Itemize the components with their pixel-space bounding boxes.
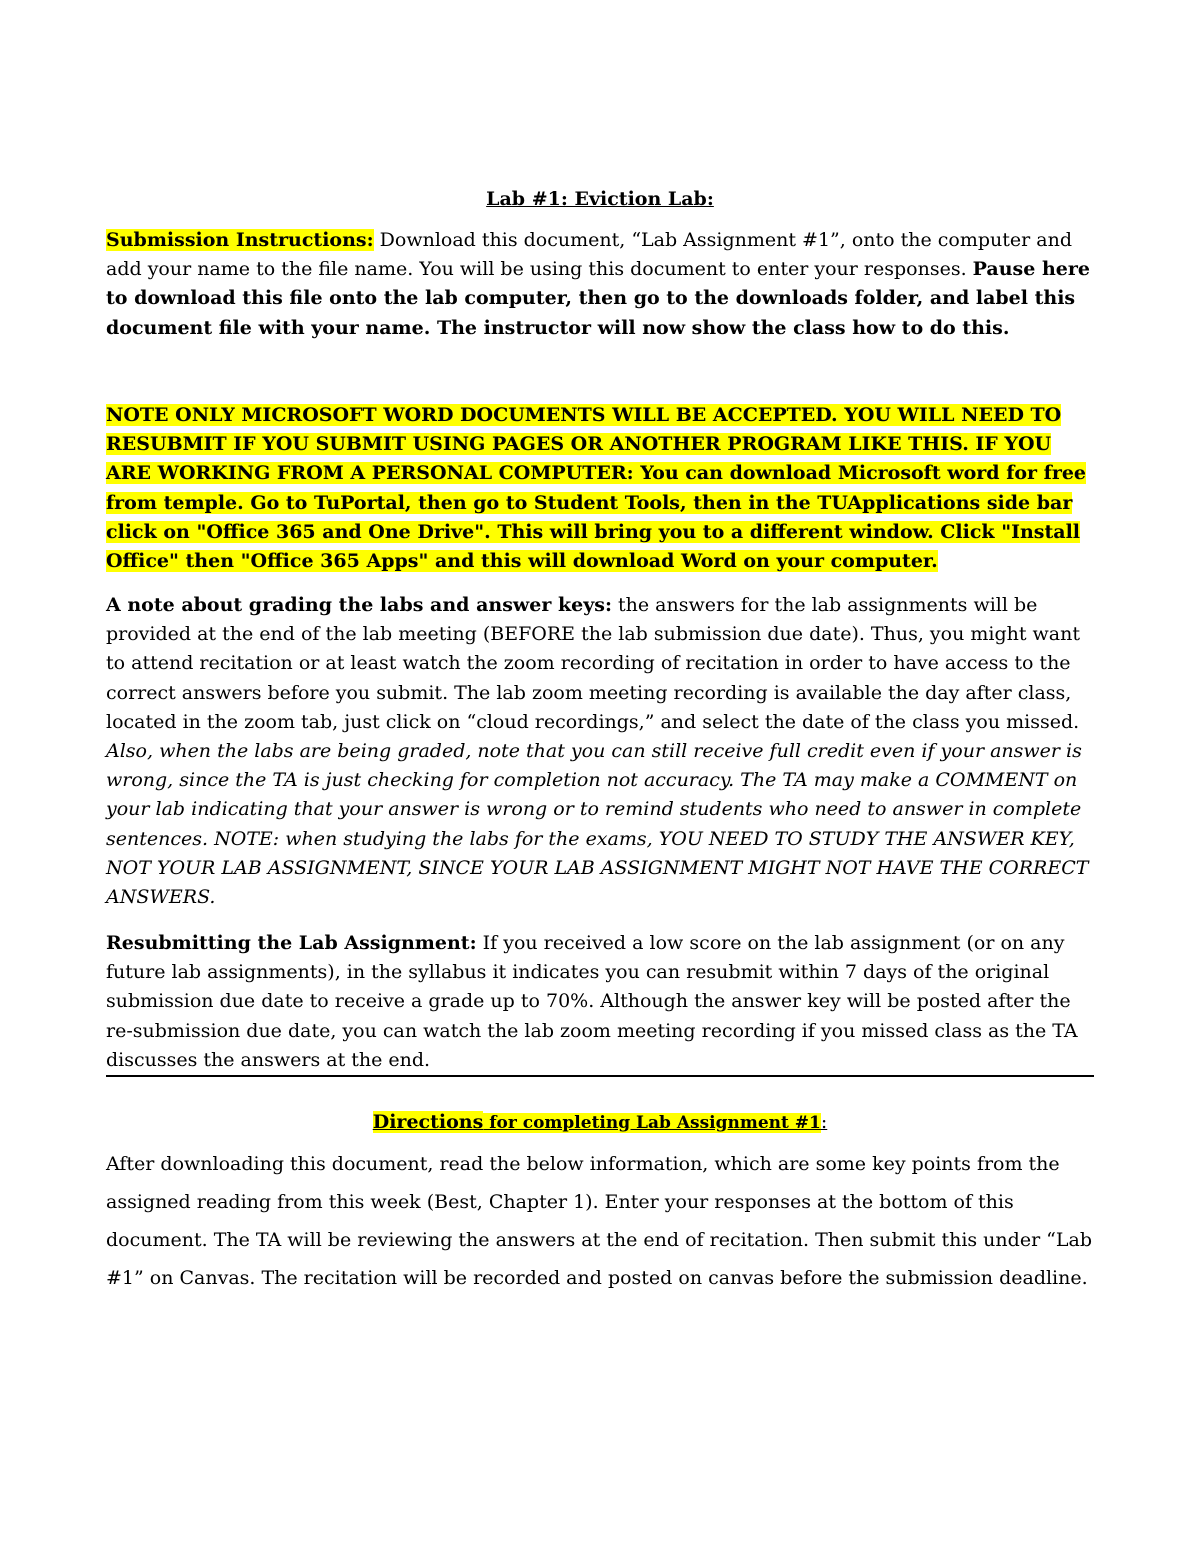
directions-heading-part2: for completing Lab Assignment #1 [483,1113,821,1133]
resubmitting-text: If you received a low score on the lab assignment (or on any future lab assignments), in the syllabus it indicates you can resubmit within 7 days of the original submission due date to receive a grade up to 70%. Although the answer key will be posted after the re-submission due date, you can watch the lab zoom meeting recording if you missed class as the TA discusses the answers at the end. [106,932,1078,1071]
submission-instructions-paragraph [106,226,1094,343]
grading-note-italic-text: Also, when the labs are being graded, note that you can still receive full credit even if your answer is wrong, since the TA is just checking for completion not accuracy. The TA may make a COMMENT on your lab indicating that your answer is wrong or to remind students who need to answer in complete sentences. NOTE: when studying the labs for the exams, YOU NEED TO STUDY THE ANSWER KEY, NOT YOUR LAB ASSIGNMENT, SINCE YOUR LAB ASSIGNMENT MIGHT NOT HAVE THE CORRECT ANSWERS. [106,740,1089,909]
grading-note-text: the answers for the lab assignments will be provided at the end of the lab meeting (BEFORE the lab submission due date). Thus, you might want to attend recitation or at least watch the zoom recording of recitation in order to have access to the correct answers before you submit. The lab zoom meeting recording is available the day after class, located in the zoom tab, just click on “cloud recordings,” and select the date of the class you missed. [106,594,1080,733]
submission-instructions-label: Submission Instructions: [106,229,374,251]
document-title: Lab #1: Eviction Lab: [486,188,714,210]
horizontal-divider [106,1075,1094,1077]
directions-heading-suffix: : [820,1111,828,1133]
note-highlighted-text: NOTE ONLY MICROSOFT WORD DOCUMENTS WILL BE ACCEPTED. YOU WILL NEED TO RESUBMIT IF YOU SUBMIT USING PAGES OR ANOTHER PROGRAM LIKE THIS. IF YOU ARE WORKING FROM A PERSONAL COMPUTER: You can download Microsoft word for free from temple. Go to TuPortal, then go to Student Tools, then in the TUApplications side bar click on "Office 365 and One Drive". This will bring you to a different window. Click "Install Office" then "Office 365 Apps" and this will download Word on your computer. [106,404,1087,573]
directions-paragraph: After downloading this document, read the below information, which are some key points from the assigned reading from this week (Best, Chapter 1). Enter your responses at the bottom of this document. The TA will be reviewing the answers at the end of recitation. Then submit this under “Lab #1” on Canvas. The recitation will be recorded and posted on canvas before the submission deadline. [106,1153,1093,1289]
directions-heading [0,1108,1200,1137]
resubmitting-paragraph [106,929,1094,1075]
grading-note-label: A note about grading the labs and answer keys: [106,594,612,616]
submission-instructions-bold-text: Pause here to download this file onto the lab computer, then go to the downloads folder, and label this document file with your name. The instructor will now show the class how to do this. [106,258,1090,339]
resubmitting-label: Resubmitting the Lab Assignment: [106,932,477,954]
directions-heading-part1: Directions [372,1111,484,1133]
grading-note-paragraph [106,591,1094,912]
note-paragraph [106,401,1094,576]
submission-instructions-text: Download this document, “Lab Assignment #1”, onto the computer and add your name to the file name. You will be using this document to enter your responses. [106,229,1073,281]
